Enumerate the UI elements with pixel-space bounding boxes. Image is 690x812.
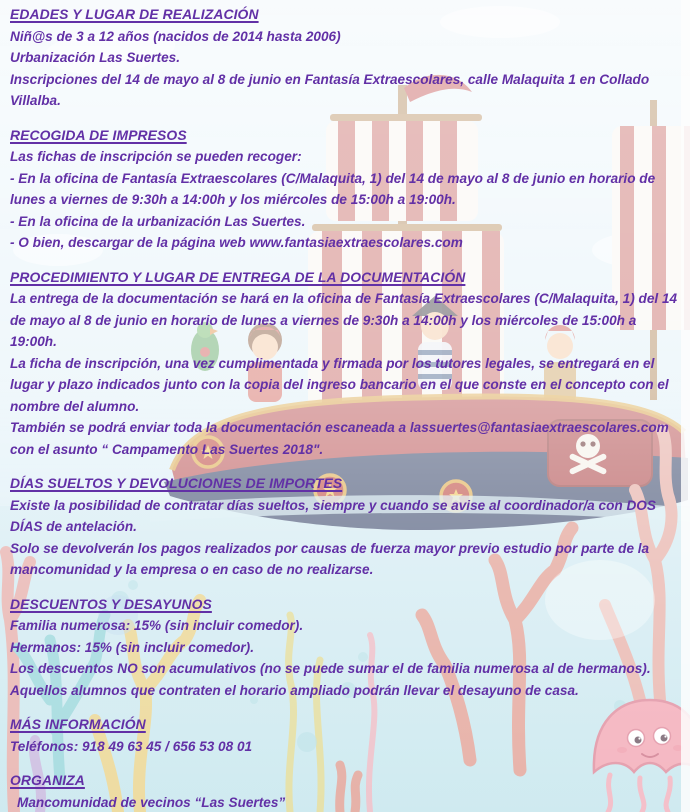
flyer-paragraph: Los descuentos NO son acumulativos (no se puede sumar el de familia numerosa al de hermanos). [10,661,651,676]
flyer-paragraph: Existe la posibilidad de contratar días sueltos, siempre y cuando se avise al coordinador/a con DOS DÍAS de antelación. [10,497,656,534]
section-heading: PROCEDIMIENTO Y LUGAR DE ENTREGA DE LA DOCUMENTACIÓN [10,268,466,285]
section-recogida-de-impresos [10,125,678,254]
section-heading: DÍAS SUELTOS Y DEVOLUCIONES DE IMPORTES [10,475,343,491]
section-mas-informacion [10,714,678,757]
section-heading: EDADES Y LUGAR DE REALIZACIÓN [10,6,259,22]
flyer-paragraph: Inscripciones del 14 de mayo al 8 de junio en Fantasía Extraescolares, calle Malaquita 1 en Collado Villalba. [10,71,650,108]
flyer-paragraph: La ficha de inscripción, una vez cumplimentada y firmada por los tutores legales, se entregará en el lugar y plazo indicados junto con la copia del ingreso bancario en el que conste en el concepto con el nombre del alumno. [10,355,669,414]
flyer-paragraph: Niñ@s de 3 a 12 años (nacidos de 2014 hasta 2006) [10,28,341,44]
flyer-paragraph: - O bien, descargar de la página web www.fantasiaextraescolares.com [10,235,463,250]
section-organiza [10,770,678,812]
flyer-paragraph: También se podrá enviar toda la documentación escaneada a lassuertes@fantasiaextraescolares.com con el asunto “ Campamento Las Suertes 2018". [10,420,669,457]
section-edades-y-lugar-de-realizacion [10,4,678,112]
section-procedimiento-y-lugar-de-entrega-de-la-documentacion [10,267,678,461]
flyer-paragraph: Familia numerosa: 15% (sin incluir comedor). [10,618,304,633]
section-heading: MÁS INFORMACIÓN [10,716,146,732]
flyer-paragraph: La entrega de la documentación se hará en la oficina de Fantasía Extraescolares (C/Malaquita, 1) del 14 de mayo al 8 de junio en horario de lunes a viernes de 9:30h a 14:00h y los miércoles de 15:00h a 19:00h. [10,291,678,349]
flyer-paragraph: Aquellos alumnos que contraten el horario ampliado podrán llevar el desayuno de casa. [10,682,579,698]
section-dias-sueltos-y-devoluciones-de-importes [10,473,678,581]
flyer-paragraph: Hermanos: 15% (sin incluir comedor). [10,639,254,655]
section-descuentos-y-desayunos [10,594,678,702]
flyer-paragraph: Solo se devolverán los pagos realizados por causas de fuerza mayor previo estudio por parte de la mancomunidad y la empresa o en caso de no realizarse. [10,540,650,577]
flyer-paragraph: Las fichas de inscripción se pueden recoger: [10,149,302,164]
flyer-paragraph: - En la oficina de la urbanización Las Suertes. [10,213,306,229]
section-heading: DESCUENTOS Y DESAYUNOS [10,595,212,612]
flyer-paragraph: Teléfonos: 918 49 63 45 / 656 53 08 01 [10,738,253,754]
flyer-paragraph: Urbanización Las Suertes. [10,50,180,65]
section-heading: ORGANIZA [10,772,85,788]
flyer-paragraph: Mancomunidad de vecinos “Las Suertes” [17,794,286,810]
section-heading: RECOGIDA DE IMPRESOS [10,126,187,143]
flyer-paragraph: - En la oficina de Fantasía Extraescolares (C/Malaquita, 1) del 14 de mayo al 8 de junio en horario de lunes a viernes de 9:30h a 14:00h y los miércoles de 15:00h a 19:00h. [10,170,656,207]
